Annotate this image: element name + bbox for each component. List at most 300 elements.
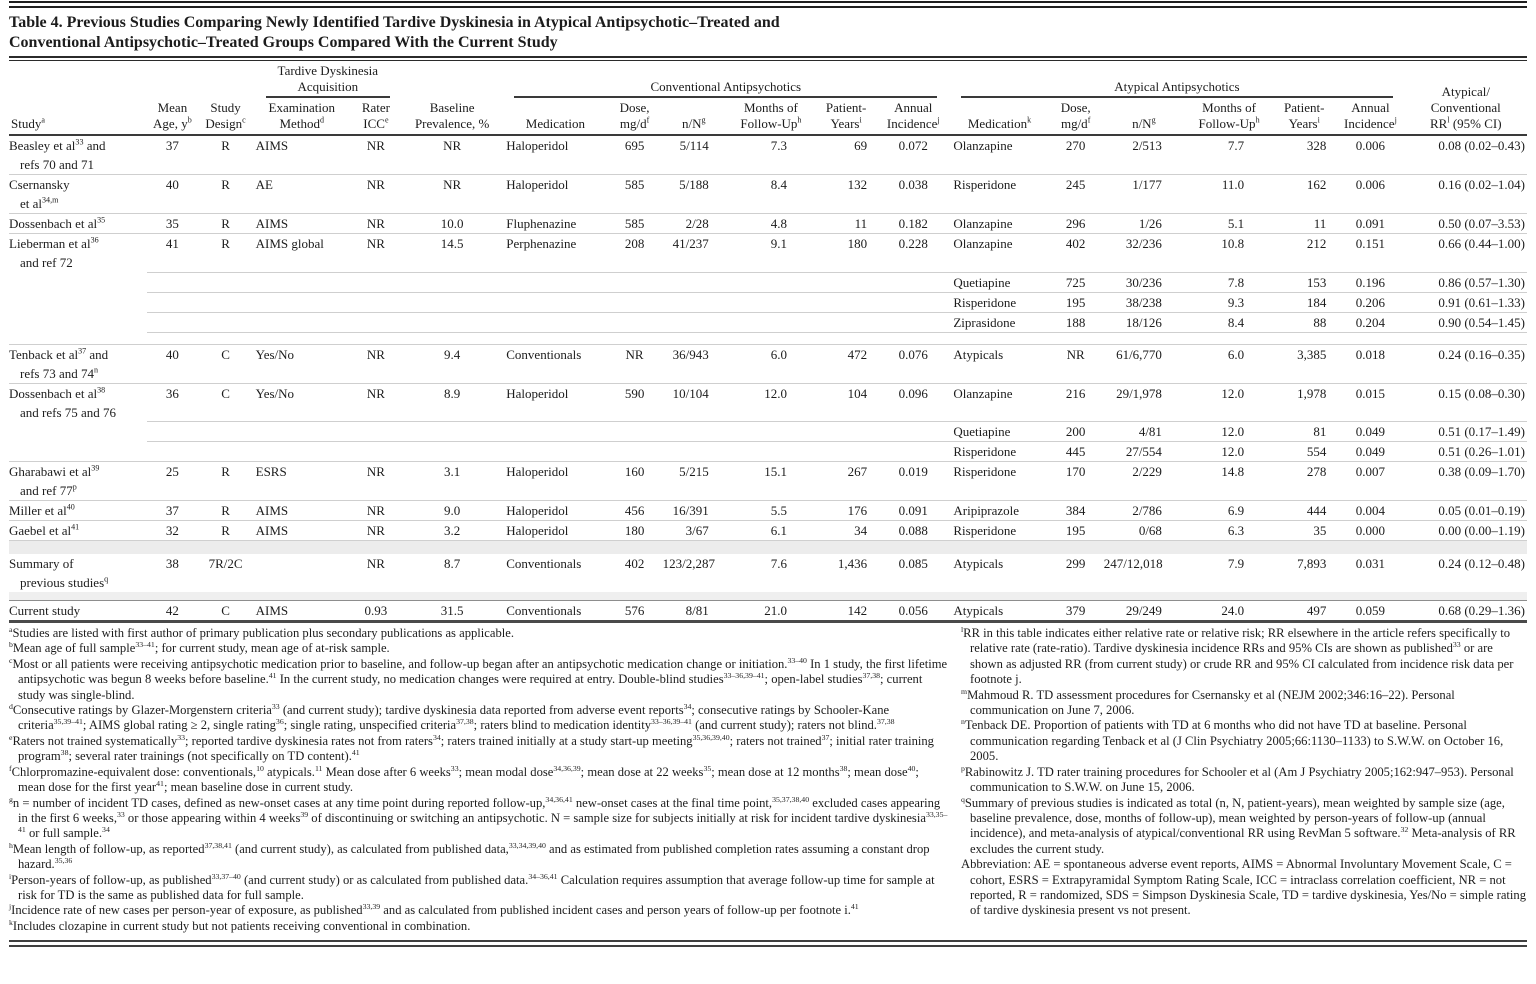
table-cell: Atypicals (949, 344, 1049, 383)
table-cell (254, 292, 350, 312)
table-cell (402, 272, 502, 292)
table-cell: 3,385 (1272, 344, 1336, 383)
table-body (9, 135, 1527, 620)
table-cell (402, 292, 502, 312)
table-cell: Summary of previous studies$^q$ (9, 556, 109, 591)
column-header: Medication$^k$ (949, 100, 1049, 135)
table-cell (727, 292, 815, 312)
table-cell: 29/1,978 (1102, 383, 1186, 422)
table-cell (147, 332, 197, 344)
table-cell: NR (402, 175, 502, 214)
table-cell: 208 (609, 234, 661, 273)
footnote-item: Abbreviation: AE = spontaneous adverse event reports, AIMS = Abnormal Involuntary Movement Scale, C = cohort, ESRS = Extrapyramidal Symptom Rating Scale, ICC = intraclass correlation coefficient, NR = not reported, R = randomized, SDS = Simpson Dyskinesia Scale, TD = tardive dyskinesia, Yes/No = simple rating of tardive dyskinesia present vs not present. (961, 857, 1527, 918)
table-cell: Conventionals (502, 344, 608, 383)
table-cell (877, 442, 949, 462)
title-rule-thin (9, 60, 1527, 61)
table-cell: 695 (609, 135, 661, 175)
table-cell (254, 554, 350, 592)
table-cell: Quetiapine (949, 272, 1049, 292)
table-cell: Risperidone (949, 442, 1049, 462)
table-cell (9, 442, 147, 462)
table-cell (254, 272, 350, 292)
table-cell (727, 422, 815, 442)
table-cell: 123/2,287 (662, 556, 716, 572)
column-header: Dose, $mg/d^f$ (1050, 100, 1102, 135)
table-cell: NR (350, 501, 402, 521)
table-cell: Olanzapine (949, 234, 1049, 273)
table-cell (197, 332, 253, 344)
table-cell (147, 312, 197, 332)
table-cell: NR (350, 214, 402, 234)
table-cell (197, 312, 253, 332)
footnote-item: $^k$Includes clozapine in current study but not patients receiving conventional in combination. (9, 917, 471, 933)
table-cell: 0.059 (1336, 601, 1404, 621)
table-cell: Yes/No (254, 383, 350, 422)
table-cell: 2/513 (1102, 135, 1186, 175)
table-cell: 32 (147, 521, 197, 541)
table-cell: R (197, 462, 253, 501)
table-cell: C (197, 601, 253, 621)
table-cell (197, 422, 253, 442)
table-cell: 11 (1272, 214, 1336, 234)
table-cell: 132 (815, 175, 877, 214)
table-row-main (9, 344, 1527, 383)
table-cell (727, 442, 815, 462)
table-cell: 4.8 (727, 214, 815, 234)
table-cell: 0.24 (0.16–0.35) (1405, 344, 1527, 383)
table-cell (147, 272, 197, 292)
table-cell: 0.00 (0.00–1.19) (1405, 521, 1527, 541)
table-cell: 216 (1050, 383, 1102, 422)
table-cell: 42 (147, 601, 197, 621)
table-cell: 24.0 (1186, 601, 1272, 621)
spanner-gap-left (9, 63, 254, 100)
table-cell (815, 292, 877, 312)
table-cell (609, 272, 661, 292)
table-row-main (9, 175, 1527, 214)
table-cell (1336, 332, 1404, 344)
table-row-band2 (9, 592, 1527, 601)
table-cell: 0.085 (898, 556, 928, 572)
footnote-item: $^j$Incidence rate of new cases per person-year of exposure, as published$^{33,39}$ and as calculated from published incident cases and person years of follow-up per footnote i.$^{41}$ (9, 902, 859, 918)
table-cell: NR (350, 383, 402, 422)
table-cell: 0.86 (0.57–1.30) (1405, 272, 1527, 292)
table-cell: 16/391 (661, 501, 727, 521)
table-cell (815, 422, 877, 442)
spanner-atypical (949, 63, 1404, 100)
table-cell: 0.05 (0.01–0.19) (1405, 501, 1527, 521)
table-cell: 7.8 (1186, 272, 1272, 292)
title-rule (9, 56, 1527, 58)
column-header: Study$^a$ (9, 100, 147, 135)
table-cell: 585 (609, 214, 661, 234)
table-cell: 12.0 (727, 383, 815, 422)
table-cell: Aripiprazole (949, 501, 1049, 521)
table-cell (402, 312, 502, 332)
table-cell: 195 (1050, 292, 1102, 312)
table-cell: 142 (815, 601, 877, 621)
table-cell: 6.1 (727, 521, 815, 541)
footnote-item: $^a$Studies are listed with first author of primary publication plus secondary publications as applicable. (9, 624, 514, 641)
table-cell: 36 (147, 383, 197, 422)
table-cell: 0.91 (0.61–1.33) (1405, 292, 1527, 312)
table-cell: Olanzapine (949, 383, 1049, 422)
column-header: $n/N^g$ (1102, 100, 1186, 135)
table-cell: 195 (1050, 521, 1102, 541)
table-cell (350, 422, 402, 442)
table-cell: 0.004 (1336, 501, 1404, 521)
table-cell (815, 442, 877, 462)
table-cell (815, 332, 877, 344)
table-cell: 81 (1272, 422, 1336, 442)
table-cell: 6.3 (1186, 521, 1272, 541)
table-cell: NR (350, 175, 402, 214)
table-cell (254, 442, 350, 462)
table-cell (350, 272, 402, 292)
table-cell: 200 (1050, 422, 1102, 442)
table-cell: 0.196 (1336, 272, 1404, 292)
table-cell (1102, 332, 1186, 344)
table-cell: NR (350, 234, 402, 273)
footnote-item: $^h$Mean length of follow-up, as reported$^{37,38,41}$ (and current study), as calculated from published data,$^{33,34,39,40}$ and as estimated from published completion rates assuming a constant drop hazard.$^{35,36}$ (9, 840, 930, 872)
table-row-spacer (9, 332, 1527, 344)
column-header: Rater ICCe (350, 100, 402, 135)
table-cell: 2/28 (661, 214, 727, 234)
table-cell: 180 (815, 234, 877, 273)
table-cell: 41/237 (661, 234, 727, 273)
table-cell: 8.9 (402, 383, 502, 422)
table-cell: 497 (1272, 601, 1336, 621)
table-cell: 0.08 (0.02–0.43) (1405, 135, 1527, 175)
table-cell (9, 272, 147, 292)
column-header: $n/N^g$ (661, 100, 727, 135)
table-cell: NR (350, 135, 402, 175)
table-cell (1050, 332, 1102, 344)
table-cell: 1,436 (837, 556, 868, 572)
table-cell (609, 442, 661, 462)
column-header: Mean Age, $y^b$ (147, 100, 197, 135)
table-cell (402, 442, 502, 462)
footnote-item: $^c$Most or all patients were receiving antipsychotic medication prior to baseline, and follow-up began after an antipsychotic medication change or initiation.$^{33-40}$ In 1 study, the first lifetime antipsychotic was begun 8 weeks before baseline.$^{41}$ In the current study, no medication changes were required at entry. Double-blind studies$^{33-36,39-41}$; open-label studies$^{37,38}$; current study was single-blind. (9, 655, 948, 702)
table-cell: 40 (147, 344, 197, 383)
table-cell: 0.007 (1336, 462, 1404, 501)
table-cell: 0.056 (877, 601, 949, 621)
table-cell: 12.0 (1186, 383, 1272, 422)
table-cell: 6.9 (1186, 501, 1272, 521)
table-cell (147, 292, 197, 312)
table-cell (502, 292, 608, 312)
table-cell: 37 (147, 135, 197, 175)
table-cell: 8/81 (661, 601, 727, 621)
table-cell: 0.204 (1336, 312, 1404, 332)
table-cell: 0.000 (1336, 521, 1404, 541)
table-cell: 0.015 (1336, 383, 1404, 422)
table-cell (661, 272, 727, 292)
table-cell: 2/786 (1102, 501, 1186, 521)
table-cell: 10.0 (402, 214, 502, 234)
table-cell: Gaebel et $al^{41}$ (9, 521, 147, 541)
table-row-summary (9, 554, 1527, 592)
table-cell: Conventionals (502, 601, 608, 621)
table-cell: Risperidone (949, 292, 1049, 312)
table-cell: 31.5 (402, 601, 502, 621)
bottom-rule (9, 940, 1527, 947)
table-cell (254, 312, 350, 332)
table-cell: 212 (1272, 234, 1336, 273)
table-cell: 1/177 (1102, 175, 1186, 214)
table-cell: 2/229 (1102, 462, 1186, 501)
table-cell: 88 (1272, 312, 1336, 332)
table-cell (661, 442, 727, 462)
table-cell (350, 442, 402, 462)
table-cell: Dossenbach et $al^{35}$ (9, 214, 147, 234)
table-cell: 328 (1272, 135, 1336, 175)
table-cell (147, 422, 197, 442)
table-cell (1186, 332, 1272, 344)
table-cell: 3.2 (402, 521, 502, 541)
table-row-sub (9, 442, 1527, 462)
footnote-item: $^e$Raters not trained systematically$^{33}$; reported tardive dyskinesia rates not from raters$^{34}$; raters trained initially at a study start-up meeting$^{35,36,39,40}$; raters not trained$^{37}$; initial rater training program$^{38}$; several rater trainings (not specifically on TD content).$^{41}$ (9, 732, 934, 764)
table-cell (502, 312, 608, 332)
table-cell (815, 312, 877, 332)
table-row-main (9, 383, 1527, 422)
table-cell: Haloperidol (502, 383, 608, 422)
table-cell: 472 (815, 344, 877, 383)
table-cell: 0.50 (0.07–3.53) (1405, 214, 1527, 234)
column-header: Dose, $mg/d^f$ (609, 100, 661, 135)
table-cell (661, 422, 727, 442)
footnote-column-right (949, 626, 1527, 934)
table-cell: 29/249 (1102, 601, 1186, 621)
shaded-band (9, 592, 1527, 601)
table-cell: 590 (609, 383, 661, 422)
table-cell: 6.0 (1186, 344, 1272, 383)
table-cell: 3/67 (661, 521, 727, 541)
table-cell: 0.076 (877, 344, 949, 383)
table-cell: 0.091 (1336, 214, 1404, 234)
column-header: Study Design$^c$ (197, 100, 253, 135)
table-cell (727, 272, 815, 292)
table-cell: 0.228 (877, 234, 949, 273)
table-cell: R (197, 521, 253, 541)
table-cell: 0.16 (0.02–1.04) (1405, 175, 1527, 214)
table-row-main (9, 135, 1527, 175)
table-cell: 4/81 (1102, 422, 1186, 442)
table-cell (609, 422, 661, 442)
table-cell: 0.51 (0.17–1.49) (1405, 422, 1527, 442)
table-cell: 11 (815, 214, 877, 234)
table-cell: Fluphenazine (502, 214, 608, 234)
table-cell: 38/238 (1102, 292, 1186, 312)
table-title-line1: Table 4. Previous Studies Comparing Newly Identified Tardive Dyskinesia in Atypical Antipsychotic–Treated and (9, 14, 780, 31)
table-cell: 160 (609, 462, 661, 501)
column-header-rr: Atypical/ Conventional $RR^l$ (95% CI) (1405, 63, 1527, 135)
table-cell: 8.4 (727, 175, 815, 214)
table-cell: 7,893 (1297, 556, 1327, 572)
table-cell: Haloperidol (502, 521, 608, 541)
comparison-table (9, 63, 1527, 620)
table-cell: Risperidone (949, 175, 1049, 214)
table-cell: 576 (609, 601, 661, 621)
table-cell: Risperidone (949, 462, 1049, 501)
table-cell: 0.088 (877, 521, 949, 541)
table-cell: Dossenbach et $al^{38}$ and refs 75 and 76 (9, 383, 147, 422)
table-cell: 34 (815, 521, 877, 541)
table-cell (350, 312, 402, 332)
table-cell: 0.51 (0.26–1.01) (1405, 442, 1527, 462)
table-cell: C (197, 344, 253, 383)
spanner-td-acquisition-label: Tardive Dyskinesia Acquisition (266, 63, 390, 98)
spanner-conventional (502, 63, 949, 100)
table-cell: 270 (1050, 135, 1102, 175)
table-cell: 9.1 (727, 234, 815, 273)
table-title (9, 13, 1527, 52)
table-cell: 25 (147, 462, 197, 501)
spanner-conventional-label: Conventional Antipsychotics (514, 79, 937, 98)
table-cell (254, 422, 350, 442)
table-cell: 445 (1050, 442, 1102, 462)
footnote-item: $^f$Chlorpromazine-equivalent dose: conventionals,$^{10}$ atypicals.$^{11}$ Mean dose after 6 weeks$^{33}$; mean modal dose$^{34,36,39}$; mean dose at 22 weeks$^{35}$; mean dose at 12 months$^{38}$; mean dose$^{40}$; mean dose for the first year$^{41}$; mean baseline dose in current study. (9, 763, 919, 795)
table-cell: 247/12,018 (1103, 556, 1163, 572)
table-cell: 0.031 (1355, 556, 1386, 572)
table-cell: 0.049 (1336, 442, 1404, 462)
table-cell: 8.4 (1186, 312, 1272, 332)
table-cell: 7.3 (727, 135, 815, 175)
table-cell: 0/68 (1102, 521, 1186, 541)
table-cell: 402 (1050, 234, 1102, 273)
table-cell (877, 332, 949, 344)
table-cell: Quetiapine (949, 422, 1049, 442)
table-cell: 36/943 (661, 344, 727, 383)
table-row-sub (9, 292, 1527, 312)
footnote-column-left (9, 626, 949, 934)
table-bottom-rule (9, 620, 1527, 623)
footnote-item: $^q$Summary of previous studies is indicated as total (n, N, patient-years), mean weighted by sample size (age, baseline prevalence, dose, months of follow-up), mean weighted by person-years of follow-up (annual incidence), and meta-analysis of atypical/conventional RR using RevMan 5 software.$^{32}$ Meta-analysis of RR excludes the current study. (961, 794, 1516, 856)
table-cell: Atypicals (949, 601, 1049, 621)
table-cell (661, 312, 727, 332)
spanner-gap-baseline (402, 63, 502, 100)
table-cell: 6.0 (727, 344, 815, 383)
page-root (0, 1, 1536, 947)
table-cell (9, 292, 147, 312)
column-header: Examination Method$^d$ (254, 100, 350, 135)
footnote-item: $^i$Person-years of follow-up, as published$^{33,37-40}$ (and current study) or as calculated from published data.$^{34-36,41}$ Calculation requires assumption that average follow-up time for sample at risk for TD is the same as published data for full sample. (9, 871, 935, 902)
table-cell: 30/236 (1102, 272, 1186, 292)
table-row-sub (9, 422, 1527, 442)
table-cell: Beasley et $al^{33}$ and refs 70 and 71 (9, 135, 147, 175)
table-cell: 176 (815, 501, 877, 521)
table-cell: 11.0 (1186, 175, 1272, 214)
table-cell: R (197, 135, 253, 175)
table-cell: 7.9 (1227, 556, 1245, 572)
table-cell: 0.24 (0.12–0.48) (1438, 556, 1525, 572)
table-cell (402, 422, 502, 442)
table-cell: 5/188 (661, 175, 727, 214)
table-cell: 35 (1272, 521, 1336, 541)
table-cell: 35 (147, 214, 197, 234)
table-cell: 0.15 (0.08–0.30) (1405, 383, 1527, 422)
table-cell: Olanzapine (949, 135, 1049, 175)
table-cell: 153 (1272, 272, 1336, 292)
table-cell: 267 (815, 462, 877, 501)
table-cell (9, 332, 147, 344)
table-cell: Ziprasidone (949, 312, 1049, 332)
table-cell (949, 332, 1049, 344)
table-cell (877, 292, 949, 312)
table-cell: 10.8 (1186, 234, 1272, 273)
table-row-main (9, 234, 1527, 273)
column-header: Months of Follow-Up$^h$ (727, 100, 815, 135)
table-cell: 0.018 (1336, 344, 1404, 383)
table-cell: 38 (165, 556, 179, 572)
table-cell: Lieberman et $al^{36}$ and ref 72 (9, 234, 147, 273)
table-cell (661, 292, 727, 312)
top-rule-1 (9, 1, 1527, 3)
table-cell: NR (366, 556, 385, 572)
table-cell: Haloperidol (502, 501, 608, 521)
column-header-row (9, 100, 1527, 135)
table-cell: 21.0 (727, 601, 815, 621)
table-cell: 69 (815, 135, 877, 175)
footnote-item: $^m$Mahmoud R. TD assessment procedures for Csernansky et al (NEJM 2002;346:16–22). Personal communication on June 7, 2006. (961, 686, 1455, 718)
table-cell: 12.0 (1186, 422, 1272, 442)
table-cell (1405, 332, 1527, 344)
footnote-item: $^l$RR in this table indicates either relative rate or relative risk; RR elsewhere in the article refers specifically to relative rate (rate-ratio). Tardive dyskinesia incidence RRs and 95% CIs are shown as published$^{33}$ or are shown as adjusted RR (from current study) or crude RR and 95% CI calculated from incidence risk data per footnote j. (961, 624, 1514, 687)
table-cell (350, 332, 402, 344)
table-row-main (9, 462, 1527, 501)
table-cell (502, 272, 608, 292)
table-cell: 7R/2C (208, 556, 243, 572)
table-cell: 0.049 (1336, 422, 1404, 442)
table-cell: Olanzapine (949, 214, 1049, 234)
table-cell: 0.66 (0.44–1.00) (1405, 234, 1527, 273)
table-cell: ESRS (254, 462, 350, 501)
table-cell: AIMS global (254, 234, 350, 273)
table-cell (661, 332, 727, 344)
table-cell: AIMS (254, 501, 350, 521)
table-cell: R (197, 234, 253, 273)
table-cell: 104 (815, 383, 877, 422)
spanner-atypical-label: Atypical Antipsychotics (961, 79, 1392, 98)
table-cell: 180 (609, 521, 661, 541)
table-cell: NR (402, 135, 502, 175)
table-cell: 296 (1050, 214, 1102, 234)
table-cell (1272, 332, 1336, 344)
table-cell: 184 (1272, 292, 1336, 312)
table-cell: 40 (147, 175, 197, 214)
table-cell: NR (350, 462, 402, 501)
table-cell (350, 292, 402, 312)
table-cell: 585 (609, 175, 661, 214)
table-cell (877, 272, 949, 292)
table-cell: 14.8 (1186, 462, 1272, 501)
table-row-band (9, 541, 1527, 555)
table-cell: 14.5 (402, 234, 502, 273)
table-cell (815, 272, 877, 292)
footnote-item: $^g$n = number of incident TD cases, defined as new-onset cases at any time point during reported follow-up,$^{34,36,41}$ new-onset cases at the final time point,$^{35,37,38,40}$ excluded cases appearing in the first 6 weeks,$^{33}$ or those appearing within 4 weeks$^{39}$ of discontinuing or switching an antipsychotic. N = sample size for subjects initially at risk for incident tardive dyskinesia$^{33,35-41}$ or full sample.$^{34}$ (9, 794, 948, 841)
table-cell: Current study (9, 601, 147, 621)
column-header: Baseline Prevalence, % (402, 100, 502, 135)
table-cell (502, 332, 608, 344)
table-cell (197, 442, 253, 462)
table-header (9, 63, 1527, 135)
table-cell: 3.1 (402, 462, 502, 501)
table-cell (147, 442, 197, 462)
table-cell: Miller et $al^{40}$ (9, 501, 147, 521)
table-cell: Perphenazine (502, 234, 608, 273)
table-cell: 554 (1272, 442, 1336, 462)
column-header: Annual Incidence$^j$ (1336, 100, 1404, 135)
